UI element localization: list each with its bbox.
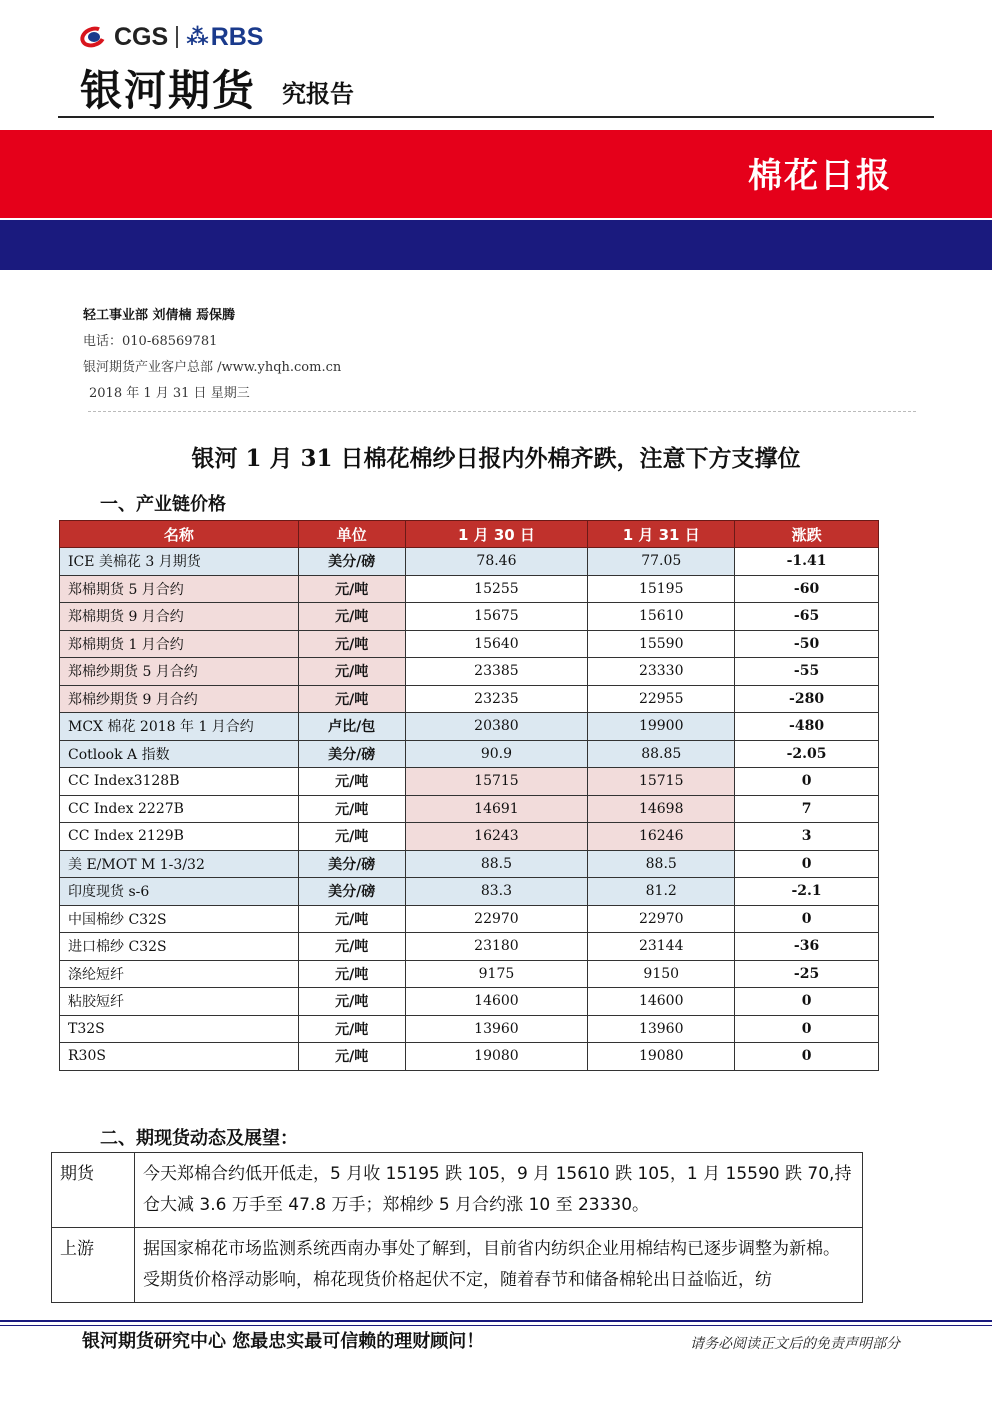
- cell-name: 郑棉纱期货 9 月合约: [60, 685, 299, 713]
- cell-change: -60: [735, 575, 879, 603]
- dynamics-label: 上游: [52, 1228, 135, 1303]
- cell-unit: 元/吨: [298, 988, 405, 1016]
- cell-jan31: 19900: [588, 713, 735, 741]
- cell-unit: 元/吨: [298, 685, 405, 713]
- table-row: [60, 685, 879, 713]
- cell-jan30: 14691: [405, 795, 588, 823]
- cell-jan30: 20380: [405, 713, 588, 741]
- cell-jan31: 16246: [588, 823, 735, 851]
- cell-jan31: 14698: [588, 795, 735, 823]
- table-row: [60, 548, 879, 576]
- table-row: [60, 933, 879, 961]
- cell-unit: 元/吨: [298, 905, 405, 933]
- cell-change: 0: [735, 988, 879, 1016]
- table-row: [60, 1043, 879, 1071]
- cell-unit: 美分/磅: [298, 878, 405, 906]
- cell-unit: 元/吨: [298, 823, 405, 851]
- header-unit: 单位: [298, 521, 405, 548]
- footer-slogan: 银河期货研究中心 您最忠实最可信赖的理财顾问！: [82, 1331, 485, 1352]
- header-jan31: 1 月 31 日: [588, 521, 735, 548]
- cell-change: 0: [735, 850, 879, 878]
- table-row: [60, 850, 879, 878]
- table-row: [60, 658, 879, 686]
- cell-jan30: 22970: [405, 905, 588, 933]
- cell-name: 粘胶短纤: [60, 988, 299, 1016]
- cell-jan31: 13960: [588, 1015, 735, 1043]
- cell-unit: 元/吨: [298, 1015, 405, 1043]
- report-type: 究报告: [282, 80, 354, 108]
- cell-unit: 元/吨: [298, 795, 405, 823]
- cell-jan31: 88.85: [588, 740, 735, 768]
- cell-jan31: 14600: [588, 988, 735, 1016]
- cell-name: R30S: [60, 1043, 299, 1071]
- cell-change: 0: [735, 905, 879, 933]
- logo-rbs-text: RBS: [210, 22, 264, 51]
- cell-name: CC Index3128B: [60, 768, 299, 796]
- cell-change: -280: [735, 685, 879, 713]
- website-line: 银河期货产业客户总部 /www.yhqh.com.cn: [83, 360, 342, 375]
- cell-change: -480: [735, 713, 879, 741]
- cell-name: MCX 棉花 2018 年 1 月合约: [60, 713, 299, 741]
- author-line: 轻工事业部 刘倩楠 焉保腾: [83, 308, 236, 323]
- cell-jan30: 88.5: [405, 850, 588, 878]
- cell-jan30: 78.46: [405, 548, 588, 576]
- dynamics-table: [51, 1152, 863, 1303]
- date-line: 2018 年 1 月 31 日 星期三: [89, 386, 250, 401]
- cell-unit: 美分/磅: [298, 850, 405, 878]
- cell-jan31: 15610: [588, 603, 735, 631]
- brand-name: 银河期货: [80, 66, 257, 115]
- table-row: [60, 878, 879, 906]
- cell-jan31: 22955: [588, 685, 735, 713]
- cell-name: 进口棉纱 C32S: [60, 933, 299, 961]
- table-row: [60, 960, 879, 988]
- cell-jan30: 14600: [405, 988, 588, 1016]
- dynamics-row: [52, 1153, 863, 1228]
- dynamics-text: 据国家棉花市场监测系统西南办事处了解到，目前省内纺织企业用棉结构已逐步调整为新棉。受期货价格浮动影响，棉花现货价格起伏不定，随着春节和储备棉轮出日益临近，纺: [135, 1228, 863, 1303]
- cell-name: Cotlook A 指数: [60, 740, 299, 768]
- cell-jan30: 16243: [405, 823, 588, 851]
- cell-jan31: 19080: [588, 1043, 735, 1071]
- table-row: [60, 1015, 879, 1043]
- cell-name: CC Index 2129B: [60, 823, 299, 851]
- cell-change: -1.41: [735, 548, 879, 576]
- table-row: [60, 768, 879, 796]
- cell-unit: 元/吨: [298, 658, 405, 686]
- cell-unit: 元/吨: [298, 1043, 405, 1071]
- price-table-header: [60, 521, 879, 548]
- table-row: [60, 795, 879, 823]
- cell-jan30: 19080: [405, 1043, 588, 1071]
- cell-jan31: 9150: [588, 960, 735, 988]
- cell-name: 中国棉纱 C32S: [60, 905, 299, 933]
- cell-name: CC Index 2227B: [60, 795, 299, 823]
- cell-name: 美 E/MOT M 1-3/32: [60, 850, 299, 878]
- header-divider: [58, 116, 934, 118]
- cell-change: -2.1: [735, 878, 879, 906]
- cell-unit: 元/吨: [298, 630, 405, 658]
- cell-jan31: 22970: [588, 905, 735, 933]
- cell-change: -50: [735, 630, 879, 658]
- cell-change: 0: [735, 768, 879, 796]
- cell-unit: 元/吨: [298, 575, 405, 603]
- cell-change: 7: [735, 795, 879, 823]
- footer-disclaimer: 请务必阅读正文后的免责声明部分: [690, 1336, 900, 1352]
- table-row: [60, 630, 879, 658]
- cell-jan30: 23180: [405, 933, 588, 961]
- cell-change: 0: [735, 1015, 879, 1043]
- cgs-logo-icon: [80, 26, 110, 48]
- cell-name: 郑棉期货 1 月合约: [60, 630, 299, 658]
- table-row: [60, 988, 879, 1016]
- cell-change: 3: [735, 823, 879, 851]
- cell-jan31: 23144: [588, 933, 735, 961]
- cell-jan31: 15590: [588, 630, 735, 658]
- cell-jan30: 23235: [405, 685, 588, 713]
- cell-name: 涤纶短纤: [60, 960, 299, 988]
- section-2-title: 二、期现货动态及展望：: [100, 1128, 298, 1149]
- table-row: [60, 603, 879, 631]
- cell-name: 郑棉期货 5 月合约: [60, 575, 299, 603]
- cell-unit: 元/吨: [298, 933, 405, 961]
- cell-unit: 卢比/包: [298, 713, 405, 741]
- footer-line-thin: [0, 1325, 992, 1326]
- cell-jan30: 15640: [405, 630, 588, 658]
- banner-title: 棉花日报: [748, 156, 892, 196]
- cell-change: -55: [735, 658, 879, 686]
- cell-unit: 美分/磅: [298, 548, 405, 576]
- cell-name: ICE 美棉花 3 月期货: [60, 548, 299, 576]
- cell-unit: 美分/磅: [298, 740, 405, 768]
- rbs-logo-icon: ⁂: [186, 24, 209, 50]
- cell-jan30: 90.9: [405, 740, 588, 768]
- cell-name: T32S: [60, 1015, 299, 1043]
- cell-jan30: 15715: [405, 768, 588, 796]
- table-row: [60, 740, 879, 768]
- price-table: [59, 520, 879, 1071]
- company-logo: [80, 22, 264, 52]
- header-jan30: 1 月 30 日: [405, 521, 588, 548]
- table-row: [60, 713, 879, 741]
- cell-jan30: 83.3: [405, 878, 588, 906]
- logo-divider: [176, 26, 178, 48]
- report-title: 银河 1 月 31 日棉花棉纱日报内外棉齐跌，注意下方支撑位: [191, 445, 801, 472]
- cell-jan31: 77.05: [588, 548, 735, 576]
- cell-jan31: 23330: [588, 658, 735, 686]
- cell-change: 0: [735, 1043, 879, 1071]
- cell-name: 郑棉纱期货 5 月合约: [60, 658, 299, 686]
- cell-jan30: 23385: [405, 658, 588, 686]
- banner-blue: [0, 220, 992, 270]
- cell-jan30: 15675: [405, 603, 588, 631]
- dashed-divider: [88, 411, 916, 412]
- dynamics-text: 今天郑棉合约低开低走，5 月收 15195 跌 105，9 月 15610 跌 105，1 月 15590 跌 70,持仓大减 3.6 万手至 47.8 万手；郑棉纱 5 月合约涨 10 至 23330。: [135, 1153, 863, 1228]
- dynamics-label: 期货: [52, 1153, 135, 1228]
- cell-jan31: 81.2: [588, 878, 735, 906]
- cell-unit: 元/吨: [298, 603, 405, 631]
- table-row: [60, 905, 879, 933]
- cell-name: 郑棉期货 9 月合约: [60, 603, 299, 631]
- cell-jan30: 13960: [405, 1015, 588, 1043]
- cell-change: -65: [735, 603, 879, 631]
- cell-change: -25: [735, 960, 879, 988]
- logo-cgs-text: CGS: [114, 22, 169, 51]
- cell-unit: 元/吨: [298, 960, 405, 988]
- cell-change: -36: [735, 933, 879, 961]
- section-1-title: 一、产业链价格: [100, 494, 226, 515]
- cell-jan31: 15715: [588, 768, 735, 796]
- cell-change: -2.05: [735, 740, 879, 768]
- dynamics-row: [52, 1228, 863, 1303]
- footer-line: [0, 1320, 992, 1322]
- cell-unit: 元/吨: [298, 768, 405, 796]
- cell-jan30: 15255: [405, 575, 588, 603]
- cell-jan31: 15195: [588, 575, 735, 603]
- cell-jan31: 88.5: [588, 850, 735, 878]
- header-change: 涨跌: [735, 521, 879, 548]
- table-row: [60, 575, 879, 603]
- header-name: 名称: [60, 521, 299, 548]
- phone-line: 电话：010-68569781: [83, 334, 218, 349]
- table-row: [60, 823, 879, 851]
- cell-name: 印度现货 s-6: [60, 878, 299, 906]
- cell-jan30: 9175: [405, 960, 588, 988]
